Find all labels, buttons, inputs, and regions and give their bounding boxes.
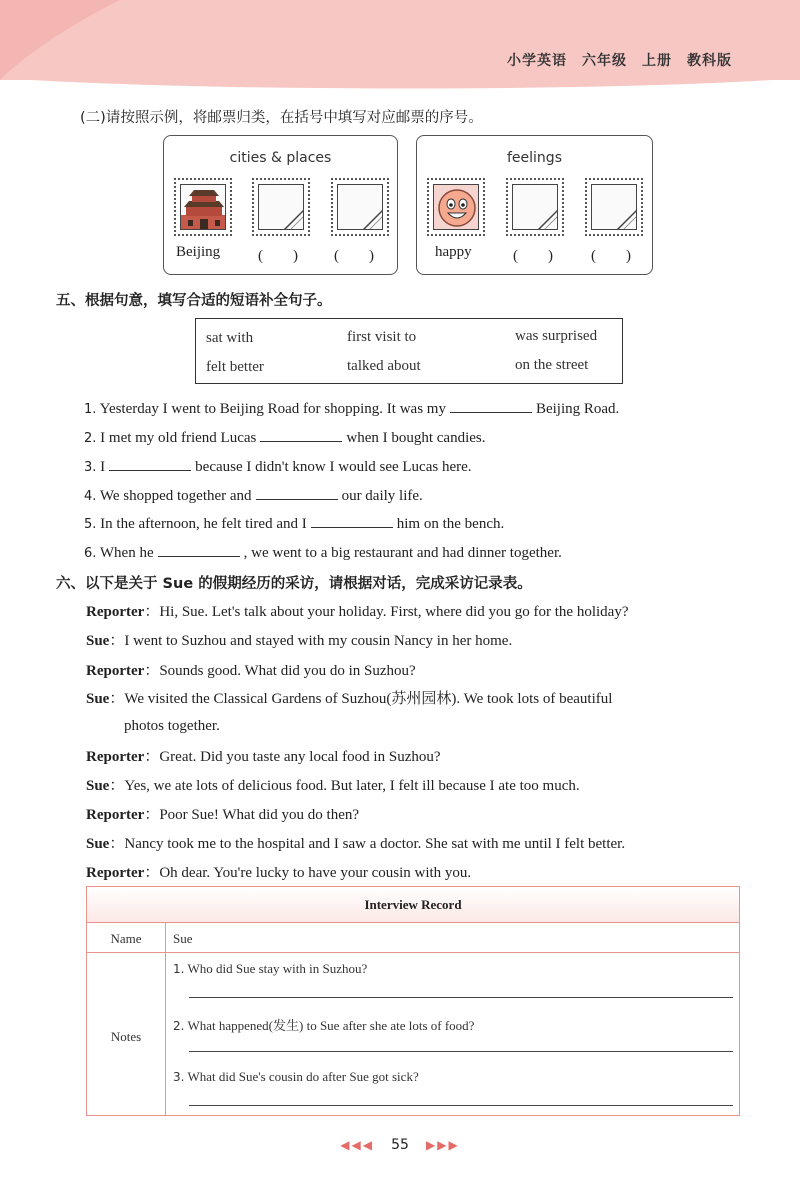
section5-title: 五、根据句意，填写合适的短语补全句子。 <box>56 293 332 309</box>
dialogue-line: Reporter：Great. Did you taste any local food in Suzhou? <box>86 749 441 765</box>
interview-record-table <box>86 886 740 1116</box>
folded-corner-icon <box>259 185 304 230</box>
answer-line[interactable] <box>189 1051 733 1052</box>
question-1: 1. Yesterday I went to Beijing Road for shopping. It was my Beijing Road. <box>84 401 620 417</box>
fill-blank[interactable] <box>158 543 240 557</box>
stamp-empty <box>506 178 564 236</box>
gate-tower-icon <box>181 185 226 230</box>
group-title: cities & places <box>229 150 332 166</box>
stamp-group-feelings <box>416 135 653 275</box>
table-divider <box>165 923 166 1115</box>
word-bank-item: sat with <box>206 330 254 346</box>
smiley-face-icon <box>434 185 479 230</box>
table-title: Interview Record <box>87 887 739 923</box>
question-5: 5. In the afternoon, he felt tired and I him on the bench. <box>84 516 505 532</box>
dialogue-line: Reporter：Sounds good. What did you do in Suzhou? <box>86 663 416 679</box>
fill-blank[interactable] <box>256 486 338 500</box>
stamp-group-cities <box>163 135 398 275</box>
right-arrows-icon: ▶▶▶ <box>426 1138 460 1152</box>
answer-blank[interactable]: ( ) <box>591 248 631 264</box>
section4b-instruction: (二)请按照示例，将邮票归类，在括号中填写对应邮票的序号。 <box>80 110 483 126</box>
name-value: Sue <box>173 931 193 946</box>
book-title: 小学英语 六年级 上册 教科版 <box>507 53 732 69</box>
fill-blank[interactable] <box>450 399 532 413</box>
dialogue-line: Sue：Nancy took me to the hospital and I saw a doctor. She sat with me until I felt better. <box>86 836 626 852</box>
stamp-image-frame <box>591 184 637 230</box>
question-3: 3. I because I didn't know I would see Lucas here. <box>84 459 472 475</box>
fill-blank[interactable] <box>109 457 191 471</box>
word-bank <box>195 318 623 384</box>
dialogue-line: Sue：Yes, we ate lots of delicious food. But later, I felt ill because I ate too much. <box>86 778 580 794</box>
stamp-empty <box>331 178 389 236</box>
page-number: 55 <box>391 1137 409 1153</box>
dialogue-line: Reporter：Oh dear. You're lucky to have your cousin with you. <box>86 865 472 881</box>
folded-corner-icon <box>513 185 558 230</box>
folded-corner-icon <box>592 185 637 230</box>
dialogue-line: Reporter：Poor Sue! What did you do then? <box>86 807 360 823</box>
stamp-image-frame <box>433 184 479 230</box>
stamp-beijing <box>174 178 232 236</box>
stamp-empty <box>252 178 310 236</box>
question-2: 2. I met my old friend Lucas when I bought candies. <box>84 430 486 446</box>
stamp-empty <box>585 178 643 236</box>
notes-label: Notes <box>110 1029 142 1044</box>
stamp-image-frame <box>337 184 383 230</box>
dialogue-line: Sue：I went to Suzhou and stayed with my cousin Nancy in her home. <box>86 633 513 649</box>
word-bank-item: talked about <box>347 358 421 374</box>
stamp-happy <box>427 178 485 236</box>
fill-blank[interactable] <box>260 428 342 442</box>
answer-blank[interactable]: ( ) <box>334 248 374 264</box>
record-question-1: 1. Who did Sue stay with in Suzhou? <box>173 961 368 976</box>
stamp-image-frame <box>512 184 558 230</box>
section6-title: 六、以下是关于 Sue 的假期经历的采访，请根据对话，完成采访记录表。 <box>56 576 532 592</box>
page-footer <box>0 1134 800 1153</box>
group-title: feelings <box>507 150 562 166</box>
stamp-image-frame <box>258 184 304 230</box>
stamp-image-frame <box>180 184 226 230</box>
answer-line[interactable] <box>189 997 733 998</box>
record-question-3: 3. What did Sue's cousin do after Sue got sick? <box>173 1069 419 1084</box>
record-question-2: 2. What happened(发生) to Sue after she ate lots of food? <box>173 1018 475 1033</box>
word-bank-item: first visit to <box>347 329 417 345</box>
fill-blank[interactable] <box>311 514 393 528</box>
answer-blank[interactable]: ( ) <box>513 248 553 264</box>
dialogue-line: Reporter：Hi, Sue. Let's talk about your holiday. First, where did you go for the holiday? <box>86 604 629 620</box>
question-4: 4. We shopped together and our daily life. <box>84 488 423 504</box>
answer-blank[interactable]: ( ) <box>258 248 298 264</box>
question-6: 6. When he , we went to a big restaurant and had dinner together. <box>84 545 562 561</box>
word-bank-item: was surprised <box>515 328 598 344</box>
folded-corner-icon <box>338 185 383 230</box>
word-bank-item: on the street <box>515 357 589 373</box>
dialogue-line: Sue：We visited the Classical Gardens of Suzhou(苏州园林). We took lots of beautiful <box>86 691 613 707</box>
header-wave-decoration <box>0 0 800 95</box>
dialogue-line-continued: photos together. <box>124 718 220 734</box>
stamp-example-label: happy <box>435 244 472 260</box>
answer-line[interactable] <box>189 1105 733 1106</box>
word-bank-item: felt better <box>206 359 264 375</box>
left-arrows-icon: ◀◀◀ <box>340 1138 374 1152</box>
stamp-example-label: Beijing <box>176 244 221 260</box>
name-label: Name <box>110 931 142 946</box>
